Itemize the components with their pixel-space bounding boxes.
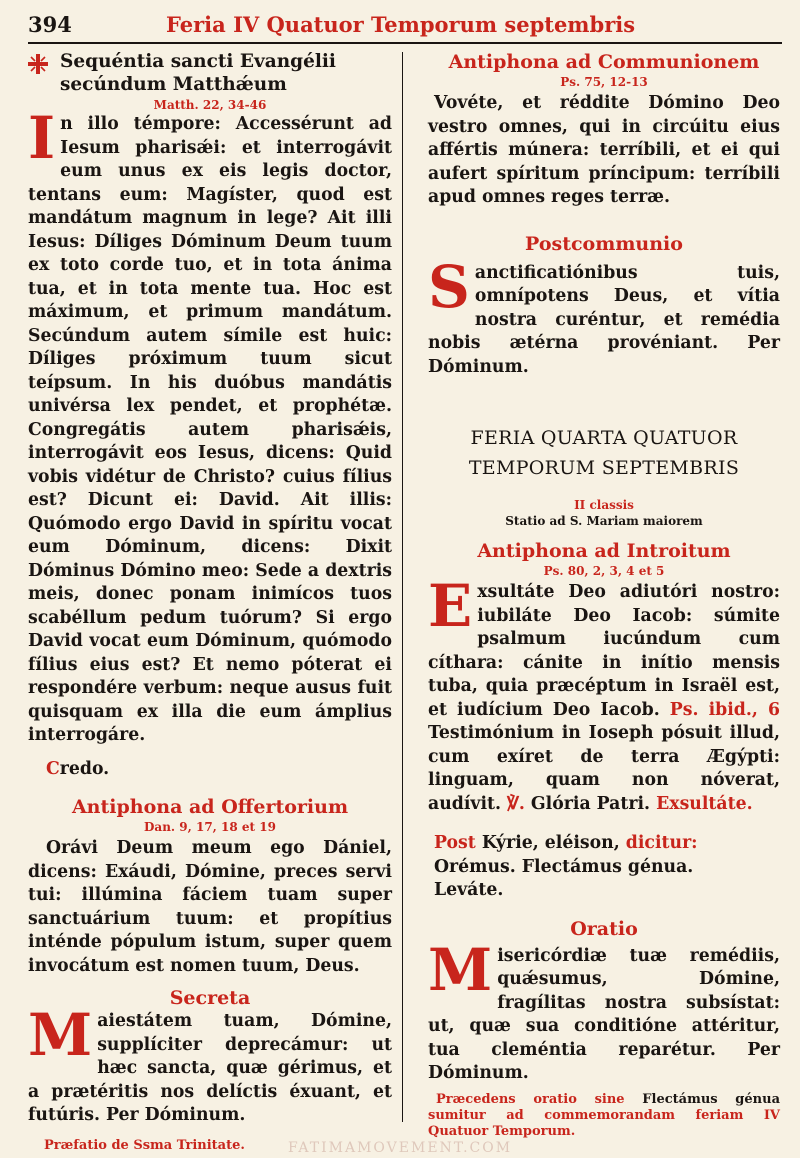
running-title: Feria IV Quatuor Temporum septembris (166, 12, 636, 37)
final-note-b: Flectámus génua (642, 1091, 780, 1107)
feria-title (428, 423, 780, 483)
offertory-reference: Dan. 9, 17, 18 et 19 (144, 820, 276, 834)
final-note (428, 1092, 780, 1140)
page-header (0, 0, 800, 46)
communion-heading: Antiphona ad Communionem (448, 51, 760, 73)
oratio-heading: Oratio (570, 917, 638, 940)
feria-title-line-1: FERIA QUARTA QUATUOR (470, 427, 738, 449)
introit-drop-cap: E (428, 572, 473, 640)
secreta-drop-cap: M (28, 1001, 93, 1069)
kyrie-text: Kýrie, eléison, (481, 833, 620, 853)
communion-reference: Ps. 75, 12-13 (560, 75, 648, 89)
oratio-body: isericórdiæ tuæ remédiis, quǽsumus, Dómine, fragílitas nostra subsístat: ut, quæ sua conditióne attéritur, tua cleméntia reparétur. Per Dóminum. (428, 945, 780, 1083)
left-column (28, 50, 392, 1154)
dicitur-word: dicitur: (625, 833, 698, 853)
offertory-text: Orávi Deum meum ego Dániel, dicens: Exáudi, Dómine, preces servi tui: illúmina fáciem tuam super sanctuárium tuum: et propítius inténde pópulum istum, super quem invocátum est nomen tuum, Deus. (28, 838, 392, 976)
final-note-a: Præcedens oratio sine (436, 1091, 625, 1107)
feria-title-line-2: TEMPORUM SEPTEMBRIS (468, 457, 740, 479)
gospel-body: n illo témpore: Accessérunt ad Iesum pharisǽi: et interrogávit eum unus ex eis legis doctor, tentans eum: Magíster, quod est mandátum magnum in lege? Ait illi Iesus: Díliges Dóminum Deum tuum ex toto corde tuo, et in tota ánima tua, et in tota mente tua. Hoc est máximum, et primum mandátum. Secúndum autem símile est huic: Díliges próximum tuum sicut teípsum. In his duóbus mandátis univérsa lex pendet, et prophétæ. Congregátis autem pharisǽis, interrogávit eos Iesus, dicens: Quid vobis vidétur de Christo? cuius fílius est? Dicunt ei: David. Ait illis: Quómodo ergo David in spíritu vocat eum Dóminum, dicens: Dixit Dóminus Dómino meo: Sede a dextris meis, donec ponam inimícos tuos scabéllum pedum tuórum? Si ergo David vocat eum Dóminum, quómodo fílius eius est? Et nemo póterat ei respondére verbum: neque ausus fuit quisquam ex illa die eum ámplius interrogáre. (28, 114, 392, 745)
watermark: FATIMAMOVEMENT.COM (287, 1140, 513, 1156)
class-label: II classis (574, 498, 634, 512)
introit-heading: Antiphona ad Introitum (477, 540, 731, 562)
final-note-c: sumitur ad commemorandam feriam IV Quatuor Temporum. (428, 1107, 780, 1139)
credo-initial: C (46, 758, 60, 779)
credo-line (28, 758, 392, 782)
statio-line: Statio ad S. Mariam maiorem (505, 514, 703, 528)
right-column (428, 50, 780, 1140)
oratio-drop-cap: M (428, 935, 493, 1004)
introit-reference: Ps. 80, 2, 3, 4 et 5 (543, 564, 665, 578)
introit-psalm-reference: Ps. ibid., 6 (669, 699, 780, 720)
page-number: 394 (28, 12, 72, 37)
postcommunio-drop-cap: S (428, 252, 470, 321)
postcommunio-heading: Postcommunio (525, 232, 683, 255)
levate-text: Leváte. (434, 880, 504, 900)
oratio-text (428, 935, 780, 1086)
credo-text: redo. (59, 758, 110, 779)
introit-repeat: Exsultáte. (656, 793, 753, 814)
secreta-heading: Secreta (169, 987, 251, 1009)
secreta-text (28, 1001, 392, 1128)
introit-body-c: Glória Patri. (530, 793, 651, 814)
oremus-text: Orémus. Flectámus génua. (434, 856, 694, 877)
kyrie-rubric (428, 832, 780, 903)
column-divider (402, 52, 403, 1122)
preface-note: Præfatio de Ssma Trinitate. (44, 1137, 245, 1153)
postcommunio-text (428, 252, 780, 380)
communion-text: Vovéte, et réddite Dómino Deo vestro omnes, qui in circúitu eius affértis múnera: terríbili, et ei qui aufert spíritum príncipum: terríbili apud omnes reges terræ. (428, 93, 780, 207)
cross-icon (28, 54, 48, 74)
introit-body-b: Testimónium in Ioseph pósuit illud, cum exíret de terra Ægýpti: linguam, quam non nóverat, audívit. (428, 723, 780, 814)
introit-text (428, 572, 780, 816)
versicle-symbol: ℣. (507, 793, 525, 814)
post-word: Post (434, 833, 476, 853)
gospel-reference: Matth. 22, 34-46 (153, 98, 267, 112)
introit-body-a: xsultáte Deo adiutóri nostro: iubiláte Deo Iacob: súmite psalmum iucúndum cum cíthara: cánite in inítio mensis tuba, quia præcéptum in Israël est, et iudícium Deo Iacob. (428, 582, 780, 720)
gospel-heading (28, 50, 392, 96)
secreta-body: aiestátem tuam, Dómine, supplíciter deprecámur: ut hæc sancta, quæ gérimus, et a prætéritis nos delíctis éxuant, et futúris. Per Dóminum. (28, 1011, 392, 1125)
gospel-heading-text: Sequéntia sancti Evangélii secúndum Matthǽum (60, 51, 336, 95)
gospel-drop-cap: I (28, 104, 56, 172)
postcommunio-body: anctificatiónibus tuis, omnípotens Deus, et vítia nostra curéntur, et remédia nobis ætérna provéniant. Per Dóminum. (428, 262, 780, 377)
offertory-heading: Antiphona ad Offertorium (71, 796, 349, 818)
header-rule (28, 42, 782, 44)
